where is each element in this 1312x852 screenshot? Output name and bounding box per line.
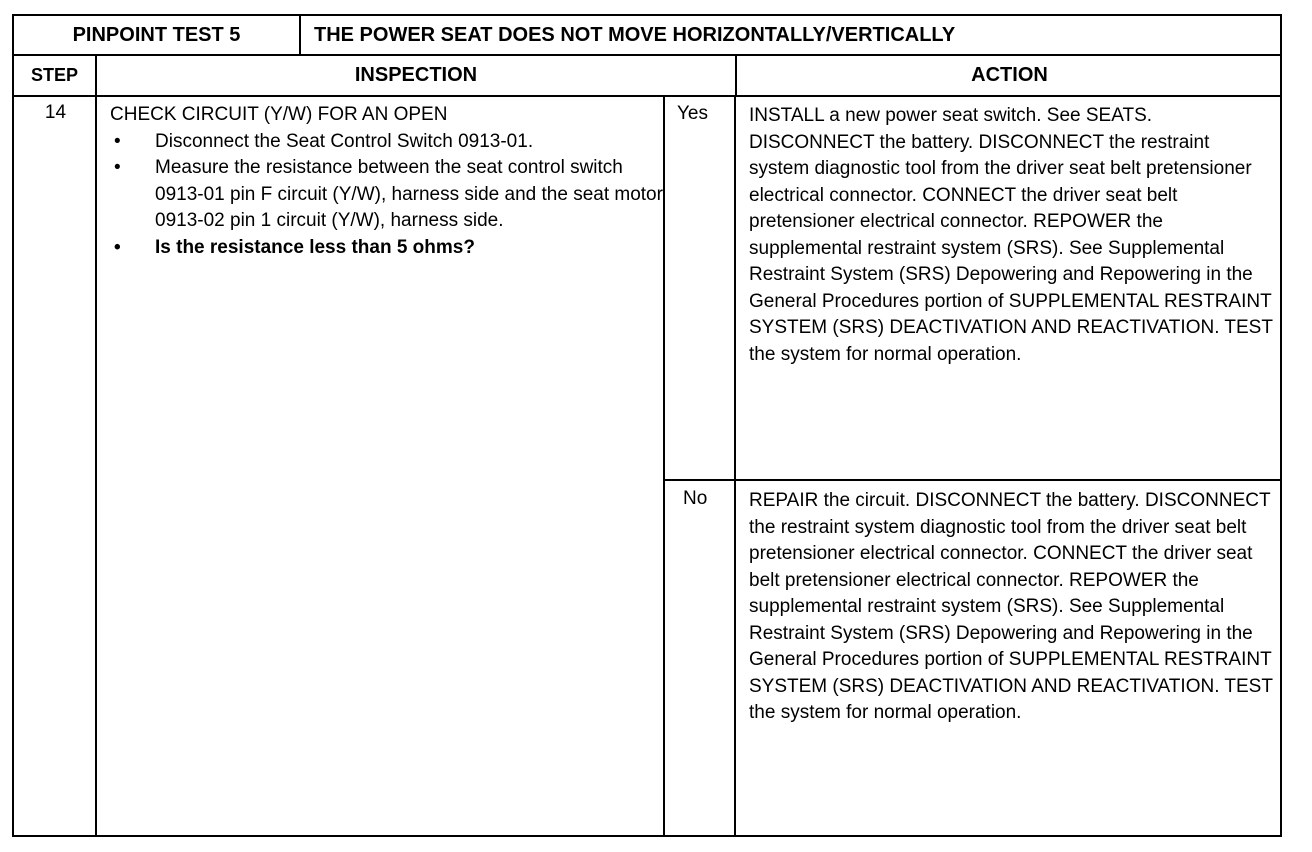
list-item: [110, 235, 670, 262]
inspection-bullet-list: [110, 129, 670, 262]
inspection-heading: CHECK CIRCUIT (Y/W) FOR AN OPEN: [110, 104, 448, 125]
column-header-row: [14, 56, 1280, 97]
inspection-cell: [110, 102, 670, 261]
answer-no-label: No: [683, 488, 708, 509]
list-item: [110, 129, 670, 156]
bullet-text: Measure the resistance between the seat control switch 0913-01 pin F circuit (Y/W), harness side and the seat motor 0913-02 pin 1 circuit (Y/W), harness side.: [155, 157, 663, 231]
bullet-icon: •: [114, 157, 121, 178]
title-row: [14, 16, 1280, 56]
action-column-header: ACTION: [971, 64, 1048, 86]
inspection-column-header: INSPECTION: [97, 56, 737, 95]
answer-no-action: REPAIR the circuit. DISCONNECT the battery. DISCONNECT the restraint system diagnostic tool from the driver seat belt pretensioner electrical connector. CONNECT the driver seat belt pretensioner electrical connector. REPOWER the supplemental restraint system (SRS). See Supplemental Restraint System (SRS) Depowering and Repowering in the General Procedures portion of SUPPLEMENTAL RESTRAINT SYSTEM (SRS) DEACTIVATION AND REACTIVATION. TEST the system for normal operation.: [749, 490, 1273, 723]
test-name: PINPOINT TEST 5: [14, 16, 301, 54]
action-column-divider: [734, 97, 736, 837]
yes-no-divider: [665, 479, 1282, 481]
test-description: THE POWER SEAT DOES NOT MOVE HORIZONTALLY/VERTICALLY: [314, 24, 956, 46]
step-number: 14: [44, 102, 67, 123]
answer-yes-label: Yes: [677, 103, 708, 124]
answer-yes-action: INSTALL a new power seat switch. See SEATS. DISCONNECT the battery. DISCONNECT the restraint system diagnostic tool from the driver seat belt pretensioner electrical connector. CONNECT the driver seat belt pretensioner electrical connector. REPOWER the supplemental restraint system (SRS). See Supplemental Restraint System (SRS) Depowering and Repowering in the General Procedures portion of SUPPLEMENTAL RESTRAINT SYSTEM (SRS) DEACTIVATION AND REACTIVATION. TEST the system for normal operation.: [749, 105, 1273, 365]
bullet-icon: •: [114, 130, 121, 152]
pinpoint-test-table: [12, 14, 1282, 837]
list-item: [110, 155, 670, 235]
bullet-text: Is the resistance less than 5 ohms?: [155, 236, 475, 258]
step-column-divider: [95, 97, 97, 837]
bullet-text: Disconnect the Seat Control Switch 0913-01.: [155, 130, 534, 152]
step-column-header: STEP: [14, 56, 97, 95]
bullet-icon: •: [114, 236, 121, 258]
